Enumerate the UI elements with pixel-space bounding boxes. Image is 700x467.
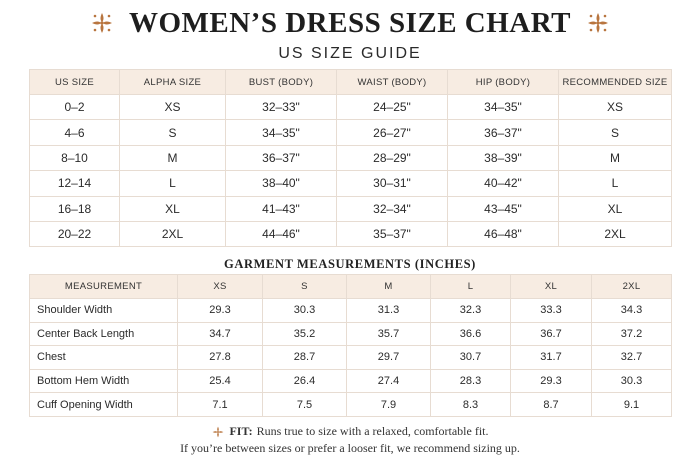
size-table-column-header: WAIST (BODY): [337, 70, 448, 95]
size-table-cell: 34–35": [448, 95, 559, 120]
size-table-cell: 35–37": [337, 221, 448, 246]
garment-section-cell: 29.3: [511, 369, 592, 393]
garment-section-cell: 7.9: [347, 393, 431, 417]
size-table-row: [30, 221, 672, 246]
size-table-cell: 32–33": [226, 95, 337, 120]
size-table-cell: 2XL: [559, 221, 672, 246]
size-table-cell: 43–45": [448, 196, 559, 221]
garment-section-cell: 7.5: [263, 393, 347, 417]
garment-section-cell: 27.4: [347, 369, 431, 393]
size-table-cell: 24–25": [337, 95, 448, 120]
fit-note-line1: [0, 423, 700, 440]
size-table-cell: 16–18: [30, 196, 120, 221]
size-table-cell: L: [120, 171, 226, 196]
garment-section-cell: 36.6: [431, 322, 511, 346]
size-table-cell: XL: [120, 196, 226, 221]
garment-section-cell: 34.7: [178, 322, 263, 346]
size-table-cell: 32–34": [337, 196, 448, 221]
fit-label: FIT:: [229, 424, 253, 438]
garment-section-cell: 29.3: [178, 299, 263, 323]
size-table-cell: L: [559, 171, 672, 196]
garment-section-cell: 27.8: [178, 346, 263, 370]
garment-section-cell: 36.7: [511, 322, 592, 346]
garment-section-row: [30, 346, 672, 370]
size-table-column-header: HIP (BODY): [448, 70, 559, 95]
size-table-cell: XS: [120, 95, 226, 120]
size-table-row: [30, 171, 672, 196]
garment-section-cell: 32.7: [592, 346, 672, 370]
flourish-small-icon: [211, 425, 225, 439]
garment-section-cell: 33.3: [511, 299, 592, 323]
fit-note-line2: If you’re between sizes or prefer a looser fit, we recommend sizing up.: [180, 441, 520, 455]
flourish-left-icon: [89, 10, 115, 36]
size-table-cell: 44–46": [226, 221, 337, 246]
garment-section-cell: Bottom Hem Width: [30, 369, 178, 393]
fit-note: [0, 423, 700, 457]
garment-section-cell: 31.3: [347, 299, 431, 323]
garment-section-cell: 9.1: [592, 393, 672, 417]
size-table-cell: 34–35": [226, 120, 337, 145]
fit-text: Runs true to size with a relaxed, comfortable fit.: [256, 424, 489, 438]
size-table-cell: M: [559, 145, 672, 170]
garment-section-cell: Shoulder Width: [30, 299, 178, 323]
garment-section-cell: 7.1: [178, 393, 263, 417]
garment-section-cell: 26.4: [263, 369, 347, 393]
size-table-cell: 36–37": [226, 145, 337, 170]
garment-section-cell: 8.7: [511, 393, 592, 417]
garment-section-column-header: XS: [178, 275, 263, 299]
size-table-column-header: RECOMMENDED SIZE: [559, 70, 672, 95]
garment-section-column-header: XL: [511, 275, 592, 299]
size-table-cell: 46–48": [448, 221, 559, 246]
garment-section-cell: 29.7: [347, 346, 431, 370]
page-subtitle: US SIZE GUIDE: [278, 45, 422, 62]
garment-table-body: [30, 299, 672, 417]
size-table-cell: 30–31": [337, 171, 448, 196]
garment-section-cell: 28.3: [431, 369, 511, 393]
size-table: [29, 69, 672, 247]
size-table-column-header: US SIZE: [30, 70, 120, 95]
garment-section-cell: 31.7: [511, 346, 592, 370]
size-table-cell: 41–43": [226, 196, 337, 221]
garment-section-cell: 35.2: [263, 322, 347, 346]
size-table-cell: 2XL: [120, 221, 226, 246]
garment-section-title: GARMENT MEASUREMENTS (INCHES): [224, 257, 476, 271]
size-table-body: [30, 95, 672, 247]
size-table-cell: 0–2: [30, 95, 120, 120]
garment-section-cell: 37.2: [592, 322, 672, 346]
garment-section-cell: 30.7: [431, 346, 511, 370]
size-table-row: [30, 145, 672, 170]
size-table-cell: 20–22: [30, 221, 120, 246]
size-table-cell: 4–6: [30, 120, 120, 145]
size-table-column-header: BUST (BODY): [226, 70, 337, 95]
size-table-cell: 28–29": [337, 145, 448, 170]
size-table-cell: 40–42": [448, 171, 559, 196]
size-table-header-row: [30, 70, 672, 95]
size-table-cell: 38–39": [448, 145, 559, 170]
size-table-column-header: ALPHA SIZE: [120, 70, 226, 95]
size-table-cell: M: [120, 145, 226, 170]
garment-section-column-header: MEASUREMENT: [30, 275, 178, 299]
size-table-cell: 8–10: [30, 145, 120, 170]
garment-section-row: [30, 393, 672, 417]
garment-section-cell: 30.3: [592, 369, 672, 393]
title-row: [0, 6, 700, 40]
size-table-cell: 12–14: [30, 171, 120, 196]
garment-section-cell: 25.4: [178, 369, 263, 393]
size-table-cell: 38–40": [226, 171, 337, 196]
garment-section-cell: Chest: [30, 346, 178, 370]
garment-section-row: [30, 322, 672, 346]
size-table-cell: 36–37": [448, 120, 559, 145]
flourish-right-icon: [585, 10, 611, 36]
garment-section-row: [30, 369, 672, 393]
garment-table: [29, 274, 672, 417]
size-table-cell: S: [120, 120, 226, 145]
garment-section-cell: 35.7: [347, 322, 431, 346]
page-title: WOMEN’S DRESS SIZE CHART: [128, 7, 572, 39]
garment-section-column-header: M: [347, 275, 431, 299]
garment-section-cell: Center Back Length: [30, 322, 178, 346]
garment-section-column-header: S: [263, 275, 347, 299]
garment-section-cell: Cuff Opening Width: [30, 393, 178, 417]
size-table-cell: XS: [559, 95, 672, 120]
garment-section-row: [30, 299, 672, 323]
size-table-row: [30, 95, 672, 120]
garment-table-header-row: [30, 275, 672, 299]
garment-section-cell: 8.3: [431, 393, 511, 417]
garment-section-cell: 34.3: [592, 299, 672, 323]
garment-section-cell: 30.3: [263, 299, 347, 323]
garment-section-cell: 32.3: [431, 299, 511, 323]
size-table-row: [30, 120, 672, 145]
size-table-row: [30, 196, 672, 221]
size-table-cell: S: [559, 120, 672, 145]
size-table-cell: XL: [559, 196, 672, 221]
garment-section-cell: 28.7: [263, 346, 347, 370]
garment-section-column-header: L: [431, 275, 511, 299]
garment-section-column-header: 2XL: [592, 275, 672, 299]
size-table-cell: 26–27": [337, 120, 448, 145]
